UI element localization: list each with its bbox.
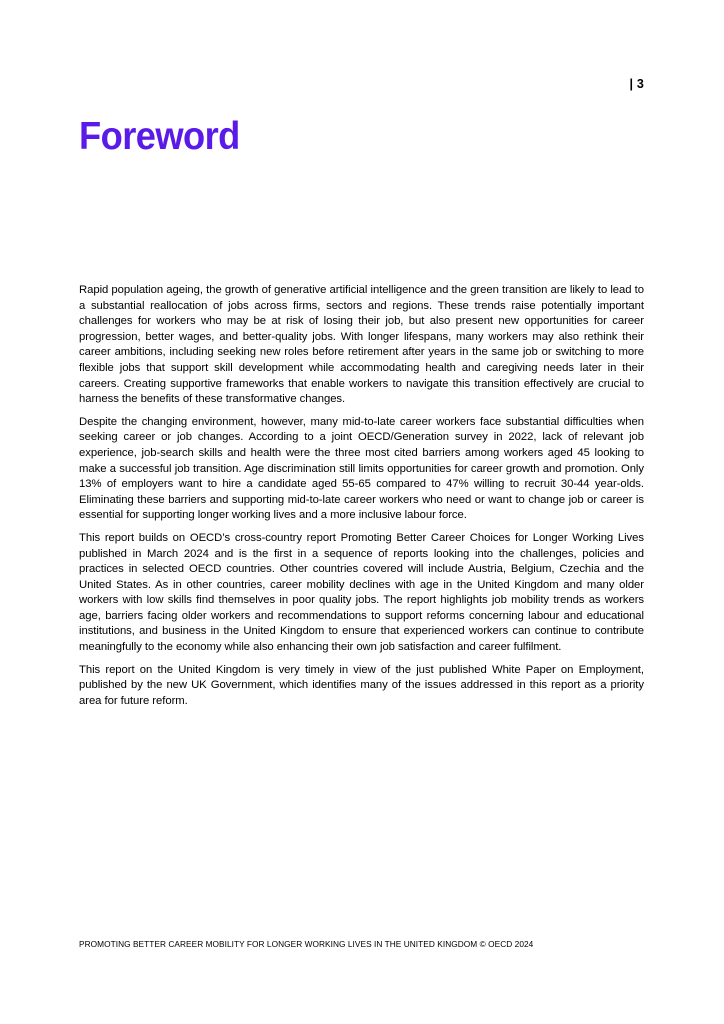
paragraph: Despite the changing environment, however, many mid-to-late career workers face substantial difficulties when seeking career or job changes. According to a joint OECD/Generation survey in 2022, lack of relevant job experience, job-search skills and health were the three most cited barriers among workers aged 45 looking to make a successful job transition. Age discrimination still limits opportunities for career growth and promotion. Only 13% of employers want to hire a candidate aged 55-65 compared to 47% willing to recruit 30-44 year-olds. Eliminating these barriers and supporting mid-to-late career workers who need or want to change job or career is essential for supporting longer working lives and a more inclusive labour force.: [79, 415, 644, 522]
page-footer: PROMOTING BETTER CAREER MOBILITY FOR LONGER WORKING LIVES IN THE UNITED KINGDOM © OECD 2024: [79, 939, 534, 949]
page-number: | 3: [629, 77, 644, 91]
paragraph: Rapid population ageing, the growth of generative artificial intelligence and the green transition are likely to lead to a substantial reallocation of jobs across firms, sectors and regions. These trends raise potentially important challenges for workers who may be at risk of losing their job, but also present new opportunities for career progression, better wages, and better-quality jobs. With longer lifespans, many workers may also rethink their career ambitions, including seeking new roles before retirement after years in the same job or switching to more flexible jobs that support skill development while accommodating health and caregiving needs later in their careers. Creating supportive frameworks that enable workers to navigate this transition effectively are crucial to harness the benefits of these transformative changes.: [79, 284, 644, 406]
page-title: Foreword: [79, 115, 240, 158]
body-text: [79, 283, 644, 716]
paragraph: This report builds on OECD’s cross-country report Promoting Better Career Choices for Longer Working Lives published in March 2024 and is the first in a sequence of reports looking into the challenges, policies and practices in selected OECD countries. Other countries covered will include Austria, Belgium, Czechia and the United States. As in other countries, career mobility declines with age in the United Kingdom and many older workers with low skills find themselves in poor quality jobs. The report highlights job mobility trends as workers age, barriers facing older workers and recommendations to support reforms concerning labour and educational institutions, and business in the United Kingdom to ensure that experienced workers can continue to contribute meaningfully to the economy while also enhancing their own job satisfaction and career fulfilment.: [79, 531, 644, 654]
paragraph: This report on the United Kingdom is very timely in view of the just published White Paper on Employment, published by the new UK Government, which identifies many of the issues addressed in this report as a priority area for future reform.: [79, 663, 644, 707]
